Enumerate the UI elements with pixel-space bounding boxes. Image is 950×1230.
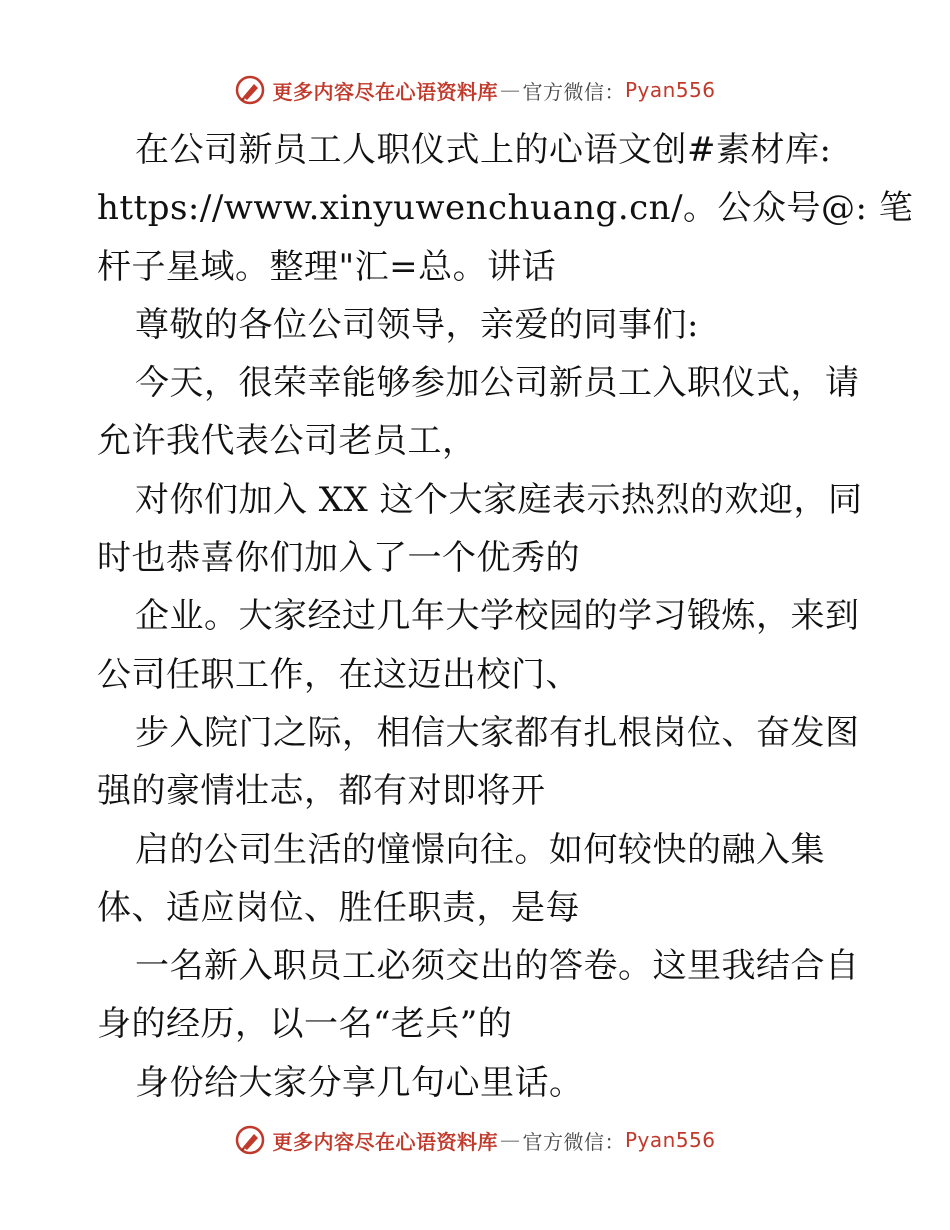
text-line-8: 时也恭喜你们加入了一个优秀的 <box>97 538 580 579</box>
text-line-12: 强的豪情壮志，都有对即将开 <box>97 771 546 812</box>
text-line-5: 今天，很荣幸能够参加公司新员工入职仪式，请 <box>135 363 860 404</box>
text-line-2: https://www.xinyuwenchuang.cn/。公众号@: 笔 <box>97 188 914 229</box>
text-line-4: 尊敬的各位公司领导，亲爱的同事们: <box>135 304 699 345</box>
pen-nib-seal-icon <box>234 74 266 106</box>
text-line-3: 杆子星域。整理"汇=总。讲话 <box>97 246 557 287</box>
text-line-1: 在公司新员工人职仪式上的心语文创#素材库: <box>135 130 832 170</box>
text-line-16: 身的经历，以一名“老兵”的 <box>97 1004 513 1045</box>
document-body <box>97 121 914 1112</box>
watermark-brand: 更多内容尽在心语资料库 <box>272 1129 498 1154</box>
text-line-10: 公司任职工作，在这迈出校门、 <box>97 654 580 695</box>
text-line-11: 步入院门之际，相信大家都有扎根岗位、奋发图 <box>135 712 860 753</box>
text-line-13: 启的公司生活的憧憬向往。如何较快的融入集 <box>135 829 825 870</box>
text-line-9: 企业。大家经过几年大学校园的学习锻炼，来到 <box>135 596 860 637</box>
text-line-7: 对你们加入 XX 这个大家庭表示热烈的欢迎，同 <box>135 479 863 520</box>
text-line-15: 一名新入职员工必须交出的答卷。这里我结合自 <box>135 946 860 987</box>
watermark-separator: — <box>499 1128 521 1152</box>
watermark-wechat-id: Pyan556 <box>624 1128 716 1152</box>
footer-watermark <box>0 1120 950 1160</box>
watermark-separator: — <box>499 78 521 102</box>
watermark-label: 官方微信： <box>522 1129 625 1154</box>
pen-nib-seal-icon <box>234 1124 266 1156</box>
watermark-brand: 更多内容尽在心语资料库 <box>272 79 498 104</box>
text-line-6: 允许我代表公司老员工， <box>97 421 477 462</box>
watermark-label: 官方微信： <box>522 79 625 104</box>
watermark-wechat-id: Pyan556 <box>624 78 716 102</box>
header-watermark <box>0 70 950 110</box>
text-line-17: 身份给大家分享几句心里话。 <box>135 1062 584 1103</box>
text-line-14: 体、适应岗位、胜任职责，是每 <box>97 887 580 928</box>
